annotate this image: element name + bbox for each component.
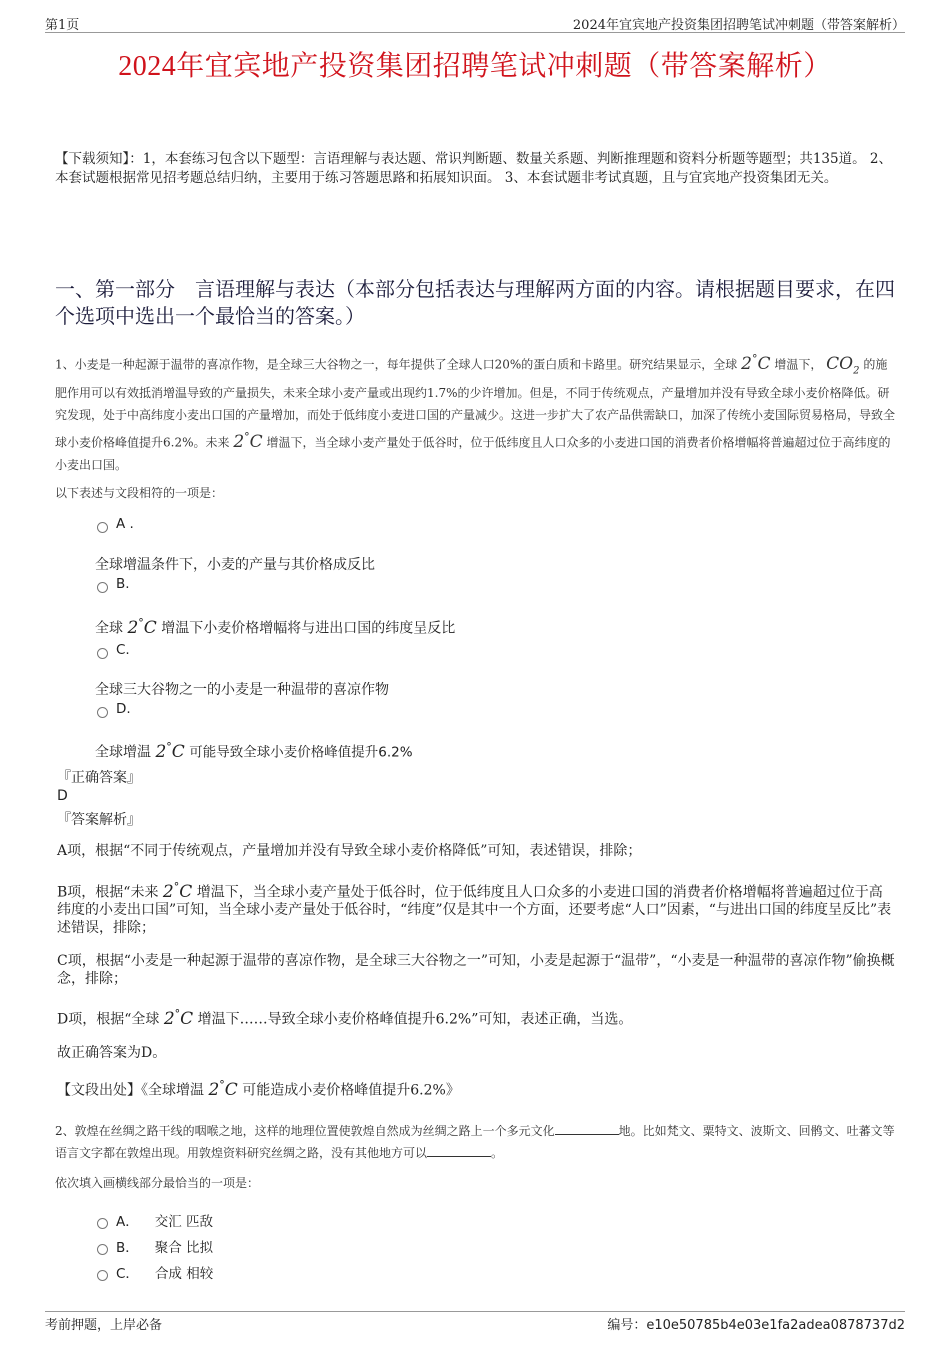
math-temperature: 2°C bbox=[208, 1078, 238, 1100]
math-temperature: 2°C bbox=[163, 1007, 194, 1029]
option-c[interactable] bbox=[97, 642, 130, 658]
radio-icon[interactable] bbox=[97, 582, 108, 593]
option-c-text: 全球三大谷物之一的小麦是一种温带的喜凉作物 bbox=[95, 682, 389, 698]
download-notice: 【下载须知】：1，本套练习包含以下题型：言语理解与表达题、常识判断题、数量关系题、判断推理题和资料分析题等题型；共135道。 2、本套试题根据常见招考题总结归纳，主要用于练习答题思路和拓展知识面。 3、本套试题非考试真题，且与宜宾地产投资集团无关。 bbox=[55, 151, 892, 186]
option-key: A． bbox=[116, 1214, 139, 1230]
header-divider bbox=[45, 32, 905, 33]
option-key: C． bbox=[116, 1266, 139, 1282]
q1-text-3: 下， bbox=[798, 357, 823, 372]
option-text: 交汇 匹敌 bbox=[154, 1214, 214, 1230]
radio-icon[interactable] bbox=[97, 522, 108, 533]
q2-option-b[interactable] bbox=[97, 1236, 213, 1256]
radio-icon[interactable] bbox=[97, 1270, 108, 1281]
option-key: C. bbox=[116, 642, 130, 658]
math-temperature: 2°C bbox=[741, 352, 771, 374]
q1-text-4: 的施肥作用可以有效抵消增温导致的产量损失，未来全球小麦产量或出现约1.7%的少许增加。但是，不同于传统观点，产量增加并没有导致全球小麦价格降低。研究发现，处于中高纬度小麦出口国的产量增加，而处于低纬度小麦进口国的产量减少。这进一步扩大了农产品供需缺口，加深了传统小麦国际贸易格局，导致全球小麦价格峰值提升6.2%。未来 bbox=[55, 357, 896, 450]
option-a[interactable] bbox=[97, 516, 134, 532]
math-temperature: 2°C bbox=[127, 616, 157, 638]
q1-text-5: 增温下，当全球小麦产量处于低谷时，位于低纬度且人口众多的小麦进口国的消费者价格增幅将普遍超过位于高纬度的小麦出口国。 bbox=[55, 435, 891, 472]
math-co2: $CO_2$ bbox=[826, 353, 860, 377]
radio-icon[interactable] bbox=[97, 1218, 108, 1229]
math-temperature: 2°C bbox=[162, 880, 193, 902]
option-key: B． bbox=[116, 1240, 139, 1256]
math-temperature: 2°C bbox=[155, 740, 185, 762]
question-1-prompt: 以下表述与文段相符的一项是： bbox=[55, 486, 224, 500]
footer-divider bbox=[45, 1311, 905, 1312]
question-2-passage: 2、敦煌在丝绸之路干线的咽喉之地，这样的地理位置使敦煌自然成为丝绸之路上一个多元文化 地。比如梵文、粟特文、波斯文、回鹘文、吐蕃文等语言文字都在敦煌出现。用敦煌资料研究丝绸之路，没有其他地方可以 。 bbox=[55, 1124, 895, 1160]
answer-label: 『正确答案』 bbox=[57, 770, 141, 786]
option-b-text: 全球 2°C 增温下小麦价格增幅将与进出口国的纬度呈反比 bbox=[95, 616, 456, 638]
analysis-c: C项，根据“小麦是一种起源于温带的喜凉作物，是全球三大谷物之一”可知，小麦是起源于“温带”，“小麦是一种温带的喜凉作物”偷换概念，排除； bbox=[57, 953, 895, 987]
analysis-a: A项，根据“不同于传统观点，产量增加并没有导致全球小麦价格降低”可知，表述错误，排除； bbox=[57, 843, 642, 859]
option-d-text: 全球增温 2°C 可能导致全球小麦价格峰值提升6.2% bbox=[95, 740, 413, 762]
footer-slogan: 考前押题，上岸必备 bbox=[45, 1318, 163, 1333]
answer-value: D bbox=[57, 788, 68, 804]
option-b[interactable] bbox=[97, 576, 130, 592]
q1-text-1: 1、小麦是一种起源于温带的喜凉作物，是全球三大谷物之一，每年提供了全球人口20%的蛋白质和卡路里。研究结果显示，全球 bbox=[55, 357, 738, 372]
conclusion: 故正确答案为D。 bbox=[57, 1045, 167, 1061]
option-key: A . bbox=[116, 516, 134, 532]
q2-option-c[interactable] bbox=[97, 1262, 213, 1282]
option-a-text: 全球增温条件下，小麦的产量与其价格成反比 bbox=[95, 557, 375, 573]
option-text: 聚合 比拟 bbox=[154, 1240, 214, 1256]
fill-blank bbox=[427, 1145, 491, 1157]
source-citation: 【文段出处】《全球增温 2°C 可能造成小麦价格峰值提升6.2%》 bbox=[57, 1078, 460, 1100]
option-d[interactable] bbox=[97, 701, 131, 717]
math-temperature: 2°C bbox=[233, 430, 263, 452]
header-doc-title: 2024年宜宾地产投资集团招聘笔试冲刺题（带答案解析） bbox=[572, 18, 905, 33]
footer-doc-id: 编号：e10e50785b4e03e1fa2adea0878737d2 bbox=[607, 1318, 905, 1333]
radio-icon[interactable] bbox=[97, 1244, 108, 1255]
analysis-label: 『答案解析』 bbox=[57, 812, 141, 828]
radio-icon[interactable] bbox=[97, 648, 108, 659]
q1-text-2: 增温 bbox=[774, 357, 799, 372]
page-number: 第1页 bbox=[45, 18, 80, 33]
q2-option-a[interactable] bbox=[97, 1210, 213, 1230]
radio-icon[interactable] bbox=[97, 707, 108, 718]
analysis-b: B项，根据“未来 2°C 增温下，当全球小麦产量处于低谷时，位于低纬度且人口众多的小麦进口国的消费者价格增幅将普遍超过位于高纬度的小麦出口国”可知，当全球小麦产量处于低谷时，“纬度”仅是其中一个方面，还要考虑“人口”因素，“与进出口国的纬度呈反比”表述错误，排除； bbox=[57, 880, 892, 936]
question-1-passage bbox=[55, 348, 897, 476]
option-key: B. bbox=[116, 576, 130, 592]
option-key: D. bbox=[116, 701, 131, 717]
section-title: 一、第一部分 言语理解与表达（本部分包括表达与理解两方面的内容。请根据题目要求，在四个选项中选出一个最恰当的答案。） bbox=[55, 277, 895, 328]
question-2-prompt: 依次填入画横线部分最恰当的一项是： bbox=[55, 1176, 260, 1190]
option-text: 合成 相较 bbox=[154, 1266, 214, 1282]
analysis-d: D项，根据“全球 2°C 增温下……导致全球小麦价格峰值提升6.2%”可知，表述正确，当选。 bbox=[57, 1007, 633, 1029]
page-title: 2024年宜宾地产投资集团招聘笔试冲刺题（带答案解析） bbox=[118, 51, 832, 82]
fill-blank bbox=[555, 1123, 619, 1135]
